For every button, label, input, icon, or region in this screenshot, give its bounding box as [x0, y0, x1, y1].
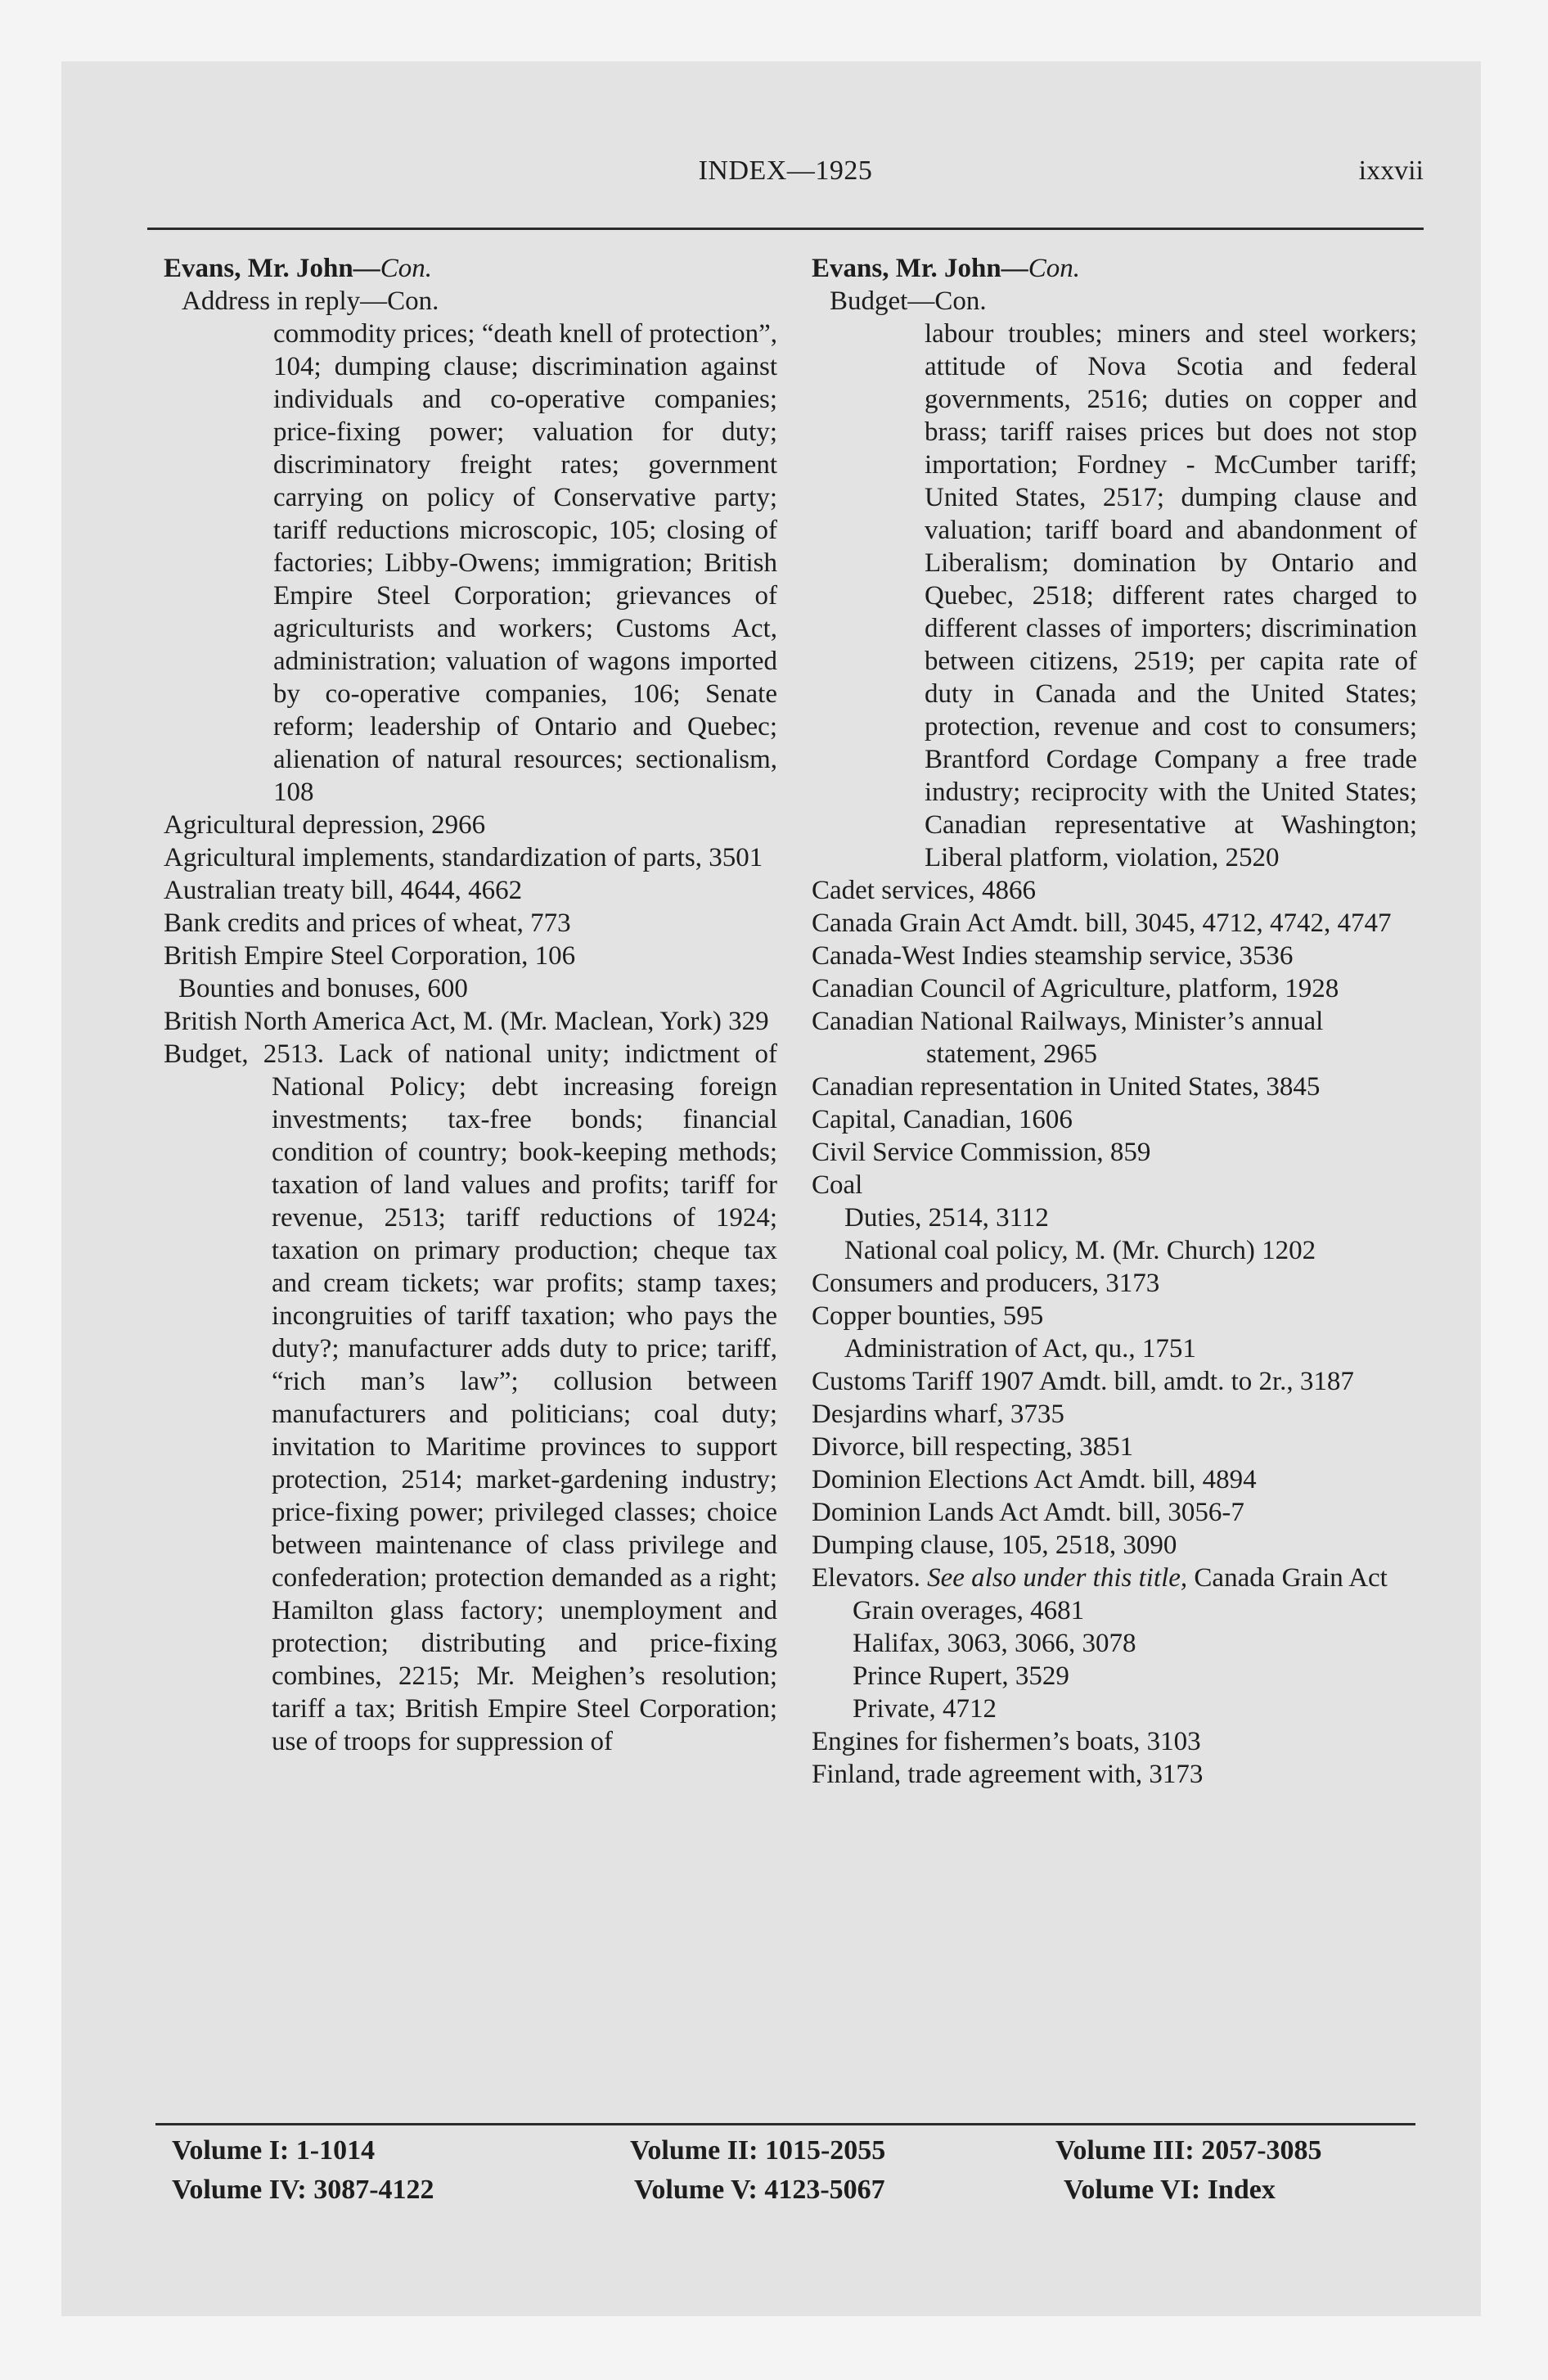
list-item: Dumping clause, 105, 2518, 3090 [812, 1530, 1177, 1560]
list-item: Administration of Act, qu., 1751 [844, 1334, 1196, 1364]
volume-3: Volume III: 2057-3085 [1055, 2135, 1322, 2166]
list-item: Duties, 2514, 3112 [844, 1203, 1049, 1233]
list-item: Grain overages, 4681 [853, 1596, 1085, 1625]
list-item: Civil Service Commission, 859 [812, 1138, 1151, 1167]
list-item: Capital, Canadian, 1606 [812, 1105, 1073, 1134]
list-item: Canadian representation in United States, 3845 [812, 1072, 1321, 1102]
volume-4: Volume IV: 3087-4122 [172, 2175, 434, 2205]
list-item: Halifax, 3063, 3066, 3078 [853, 1629, 1136, 1658]
footer-rule [155, 2123, 1415, 2125]
list-item: Finland, trade agreement with, 3173 [812, 1760, 1204, 1789]
header-rule [147, 228, 1424, 230]
volume-5: Volume V: 4123-5067 [634, 2175, 885, 2205]
left-column [164, 252, 777, 1758]
address-text: commodity prices; “death knell of protection”, 104; dumping clause; discrimination against individuals and co-operative companies; price-fixing power; valuation for duty; discriminatory freight rates; government carrying on policy of Conservative party; tariff reductions microscopic, 105; closing of factories; Libby-Owens; immigration; British Empire Steel Corporation; grievances of agriculturists and workers; Customs Act, administration; valuation of wagons imported by co-operative companies, 106; Senate reform; leadership of Ontario and Quebec; alienation of natural resources; sectionalism, 108 [273, 319, 777, 807]
list-item: Canadian Council of Agriculture, platform, 1928 [812, 974, 1339, 1003]
list-item: Agricultural depression, 2966 [164, 810, 486, 840]
list-item: Desjardins wharf, 3735 [812, 1400, 1064, 1429]
list-item: Consumers and producers, 3173 [812, 1269, 1160, 1298]
list-item: British North America Act, M. (Mr. Maclean, York) 329 [164, 1007, 769, 1036]
entry-heading: Evans, Mr. John—Con. [812, 254, 1080, 283]
list-item: Bounties and bonuses, 600 [178, 974, 468, 1003]
volume-footer [172, 2131, 1415, 2221]
page-title: INDEX—1925 [698, 156, 873, 186]
list-item: Cadet services, 4866 [812, 876, 1037, 905]
list-item: Coal [812, 1170, 863, 1200]
volume-2: Volume II: 1015-2055 [630, 2135, 886, 2166]
list-item: Dominion Lands Act Amdt. bill, 3056-7 [812, 1498, 1244, 1527]
list-item: Bank credits and prices of wheat, 773 [164, 908, 571, 938]
list-item: Agricultural implements, standardization of parts, 3501 [164, 843, 763, 872]
budget-continuation: labour troubles; miners and steel workers; attitude of Nova Scotia and federal governments, 2516; duties on copper and brass; tariff raises prices but does not stop importation; Fordney - McCumber tariff; United States, 2517; dumping clause and valuation; tariff board and abandonment of Liberalism; domination by Ontario and Quebec, 2518; different rates charged to different classes of importers; discrimination between citizens, 2519; per capita rate of duty in Canada and the United States; protection, revenue and cost to consumers; Brantford Cordage Company a free trade industry; reciprocity with the United States; Canadian representative at Washington; Liberal platform, violation, 2520 [925, 319, 1417, 872]
list-item: British Empire Steel Corporation, 106 [164, 941, 576, 971]
volume-6: Volume VI: Index [1064, 2175, 1276, 2205]
list-item: Canada-West Indies steamship service, 3536 [812, 941, 1294, 971]
subheading: Address in reply—Con. [182, 286, 439, 316]
list-item: Canada Grain Act Amdt. bill, 3045, 4712, 4742, 4747 [812, 908, 1392, 938]
page-number: ixxvii [1358, 156, 1424, 186]
list-item: Australian treaty bill, 4644, 4662 [164, 876, 523, 905]
list-item: Canadian National Railways, Minister’s annual statement, 2965 [812, 1007, 1324, 1069]
subheading: Budget—Con. [830, 286, 987, 316]
list-item: Divorce, bill respecting, 3851 [812, 1432, 1134, 1462]
list-item: Dominion Elections Act Amdt. bill, 4894 [812, 1465, 1257, 1494]
list-item: National coal policy, M. (Mr. Church) 1202 [844, 1236, 1316, 1265]
list-item: Private, 4712 [853, 1694, 997, 1724]
list-item: Prince Rupert, 3529 [853, 1661, 1069, 1691]
list-item: Copper bounties, 595 [812, 1301, 1044, 1331]
list-item: Engines for fishermen’s boats, 3103 [812, 1727, 1201, 1756]
page-header [147, 156, 1424, 205]
budget-text: Budget, 2513. Lack of national unity; indictment of National Policy; debt increasing foreign investments; tax-free bonds; financial condition of country; book-keeping methods; taxation of land values and profits; tariff for revenue, 2513; tariff reductions of 1924; taxation on primary production; cheque tax and cream tickets; war profits; stamp taxes; incongruities of tariff taxation; who pays the duty?; manufacturer adds duty to price; tariff, “rich man’s law”; collusion between manufacturers and politicians; coal duty; invitation to Maritime provinces to support protection, 2514; market-gardening industry; price-fixing power; privileged classes; choice between maintenance of class privilege and confederation; protection demanded as a right; Hamilton glass factory; unemployment and protection; distributing and price-fixing combines, 2215; Mr. Meighen’s resolution; tariff a tax; British Empire Steel Corporation; use of troops for suppression of [164, 1039, 777, 1756]
list-item: Elevators. See also under this title, Canada Grain Act [812, 1563, 1388, 1593]
right-column [812, 252, 1417, 1791]
entry-heading: Evans, Mr. John—Con. [164, 254, 432, 283]
volume-1: Volume I: 1-1014 [172, 2135, 376, 2166]
list-item: Customs Tariff 1907 Amdt. bill, amdt. to 2r., 3187 [812, 1367, 1354, 1396]
